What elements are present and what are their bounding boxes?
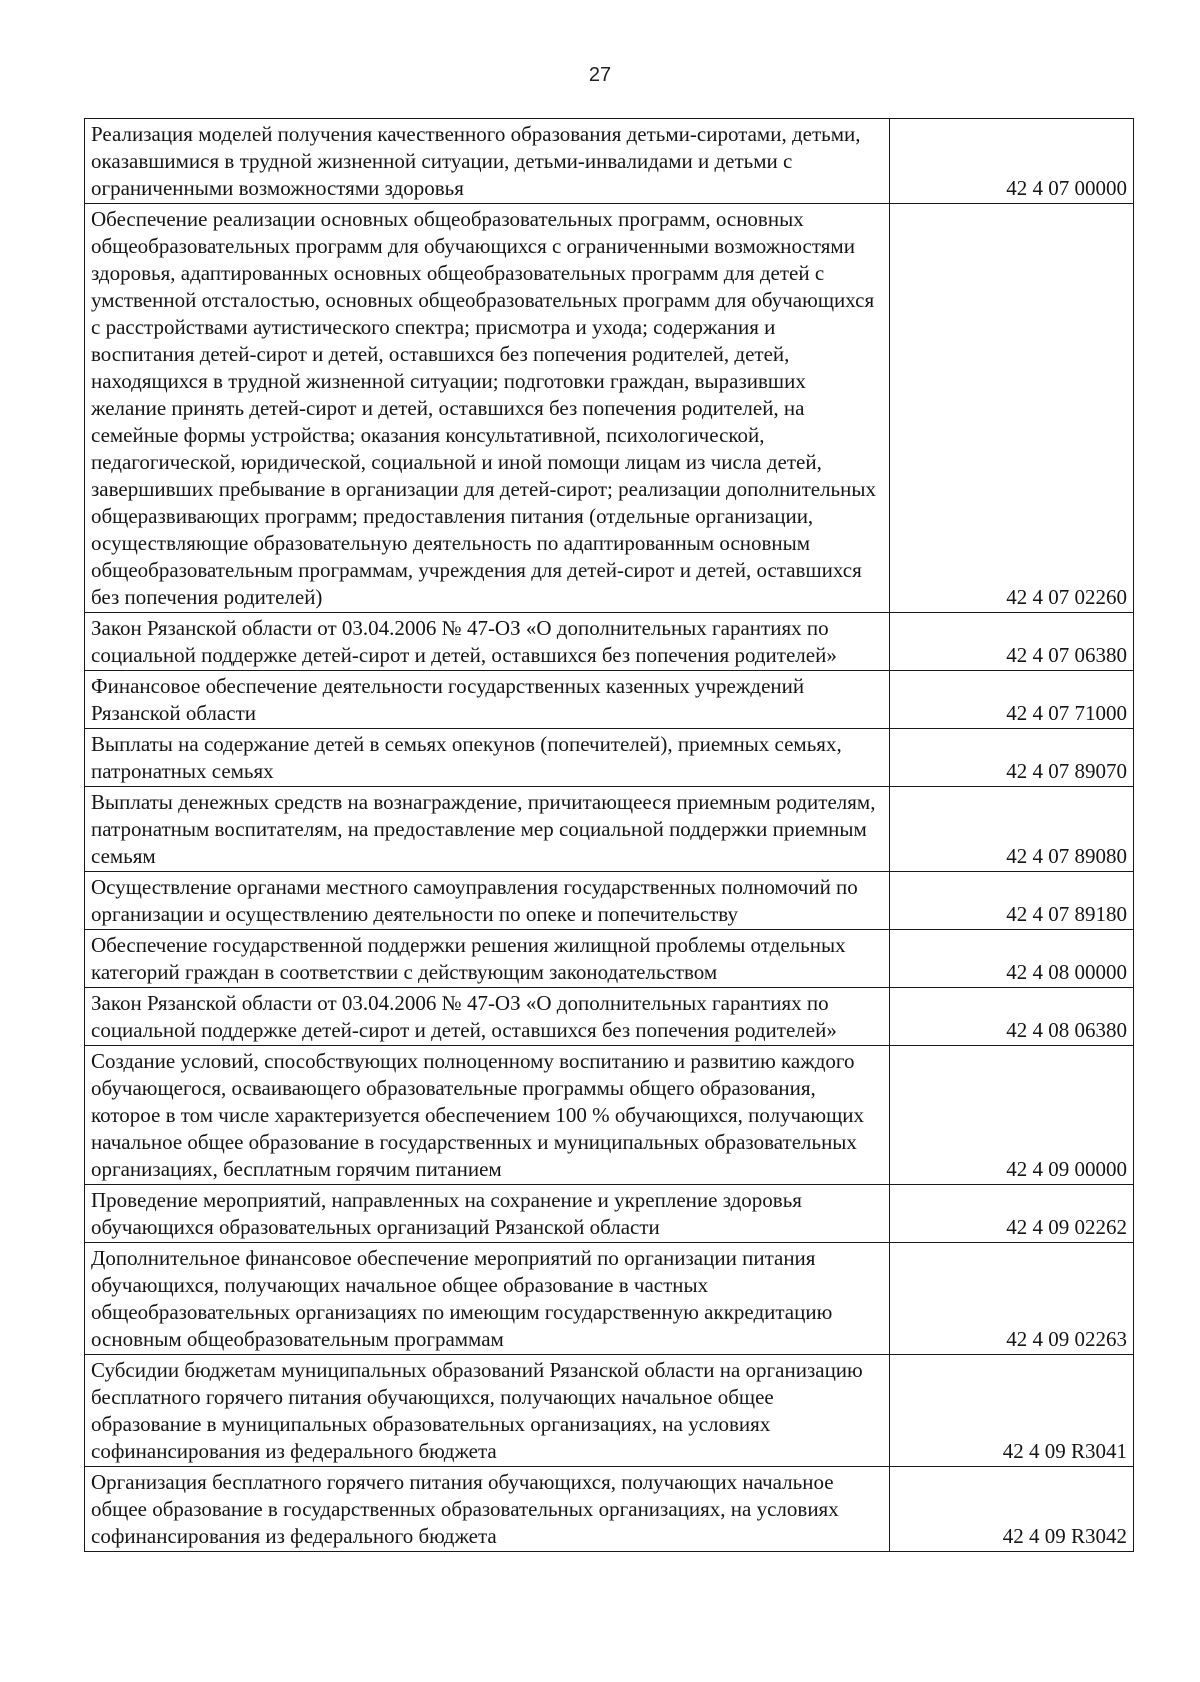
row-description: Субсидии бюджетам муниципальных образований Рязанской области на организацию бесплатного горячего питания обучающихся, получающих начальное общее образование в муниципальных образовательных организациях, на условиях софинансирования из федерального бюджета [85, 1355, 890, 1467]
table-row [85, 671, 1134, 729]
row-code: 42 4 09 R3041 [890, 1355, 1134, 1467]
row-code: 42 4 07 02260 [890, 204, 1134, 613]
table-row [85, 988, 1134, 1046]
row-description: Выплаты денежных средств на вознаграждение, причитающееся приемным родителям, патронатным воспитателям, на предоставление мер социальной поддержки приемным семьям [85, 787, 890, 872]
row-description: Финансовое обеспечение деятельности государственных казенных учреждений Рязанской области [85, 671, 890, 729]
row-code: 42 4 07 06380 [890, 613, 1134, 671]
row-code: 42 4 07 71000 [890, 671, 1134, 729]
row-code: 42 4 09 02263 [890, 1243, 1134, 1355]
table-row [85, 729, 1134, 787]
table-row [85, 1185, 1134, 1243]
row-code: 42 4 08 00000 [890, 930, 1134, 988]
row-description: Организация бесплатного горячего питания обучающихся, получающих начальное общее образование в государственных образовательных организациях, на условиях софинансирования из федерального бюджета [85, 1467, 890, 1552]
table-row [85, 1243, 1134, 1355]
table-row [85, 1046, 1134, 1185]
row-code: 42 4 09 R3042 [890, 1467, 1134, 1552]
table-row [85, 613, 1134, 671]
table-row [85, 872, 1134, 930]
table-row [85, 1467, 1134, 1552]
row-description: Закон Рязанской области от 03.04.2006 № 47-ОЗ «О дополнительных гарантиях по социальной поддержке детей-сирот и детей, оставшихся без попечения родителей» [85, 613, 890, 671]
row-code: 42 4 09 02262 [890, 1185, 1134, 1243]
table-row [85, 1355, 1134, 1467]
table-row [85, 787, 1134, 872]
row-description: Обеспечение реализации основных общеобразовательных программ, основных общеобразовательных программ для обучающихся с ограниченными возможностями здоровья, адаптированных основных общеобразовательных программ для детей с умственной отсталостью, основных общеобразовательных программ для обучающихся с расстройствами аутистического спектра; присмотра и ухода; содержания и воспитания детей-сирот и детей, оставшихся без попечения родителей, детей, находящихся в трудной жизненной ситуации; подготовки граждан, выразивших желание принять детей-сирот и детей, оставшихся без попечения родителей, на семейные формы устройства; оказания консультативной, психологической, педагогической, юридической, социальной и иной помощи лицам из числа детей, завершивших пребывание в организации для детей-сирот; реализации дополнительных общеразвивающих программ; предоставления питания (отдельные организации, осуществляющие образовательную деятельность по адаптированным основным общеобразовательным программам, учреждения для детей-сирот и детей, оставшихся без попечения родителей) [85, 204, 890, 613]
row-description: Проведение мероприятий, направленных на сохранение и укрепление здоровья обучающихся образовательных организаций Рязанской области [85, 1185, 890, 1243]
table-row [85, 119, 1134, 204]
row-code: 42 4 07 00000 [890, 119, 1134, 204]
row-code: 42 4 09 00000 [890, 1046, 1134, 1185]
row-description: Обеспечение государственной поддержки решения жилищной проблемы отдельных категорий граждан в соответствии с действующим законодательством [85, 930, 890, 988]
row-description: Создание условий, способствующих полноценному воспитанию и развитию каждого обучающегося, осваивающего образовательные программы общего образования, которое в том числе характеризуется обеспечением 100 % обучающихся, получающих начальное общее образование в государственных и муниципальных образовательных организациях, бесплатным горячим питанием [85, 1046, 890, 1185]
row-code: 42 4 07 89180 [890, 872, 1134, 930]
row-description: Реализация моделей получения качественного образования детьми-сиротами, детьми, оказавшимися в трудной жизненной ситуации, детьми-инвалидами и детьми с ограниченными возможностями здоровья [85, 119, 890, 204]
row-description: Осуществление органами местного самоуправления государственных полномочий по организации и осуществлению деятельности по опеке и попечительству [85, 872, 890, 930]
row-description: Дополнительное финансовое обеспечение мероприятий по организации питания обучающихся, получающих начальное общее образование в частных общеобразовательных организациях по имеющим государственную аккредитацию основным общеобразовательным программам [85, 1243, 890, 1355]
row-code: 42 4 08 06380 [890, 988, 1134, 1046]
row-code: 42 4 07 89080 [890, 787, 1134, 872]
table-row [85, 930, 1134, 988]
budget-classification-table [84, 118, 1134, 1552]
page-number: 27 [588, 64, 612, 86]
row-code: 42 4 07 89070 [890, 729, 1134, 787]
table-row [85, 204, 1134, 613]
row-description: Выплаты на содержание детей в семьях опекунов (попечителей), приемных семьях, патронатных семьях [85, 729, 890, 787]
row-description: Закон Рязанской области от 03.04.2006 № 47-ОЗ «О дополнительных гарантиях по социальной поддержке детей-сирот и детей, оставшихся без попечения родителей» [85, 988, 890, 1046]
